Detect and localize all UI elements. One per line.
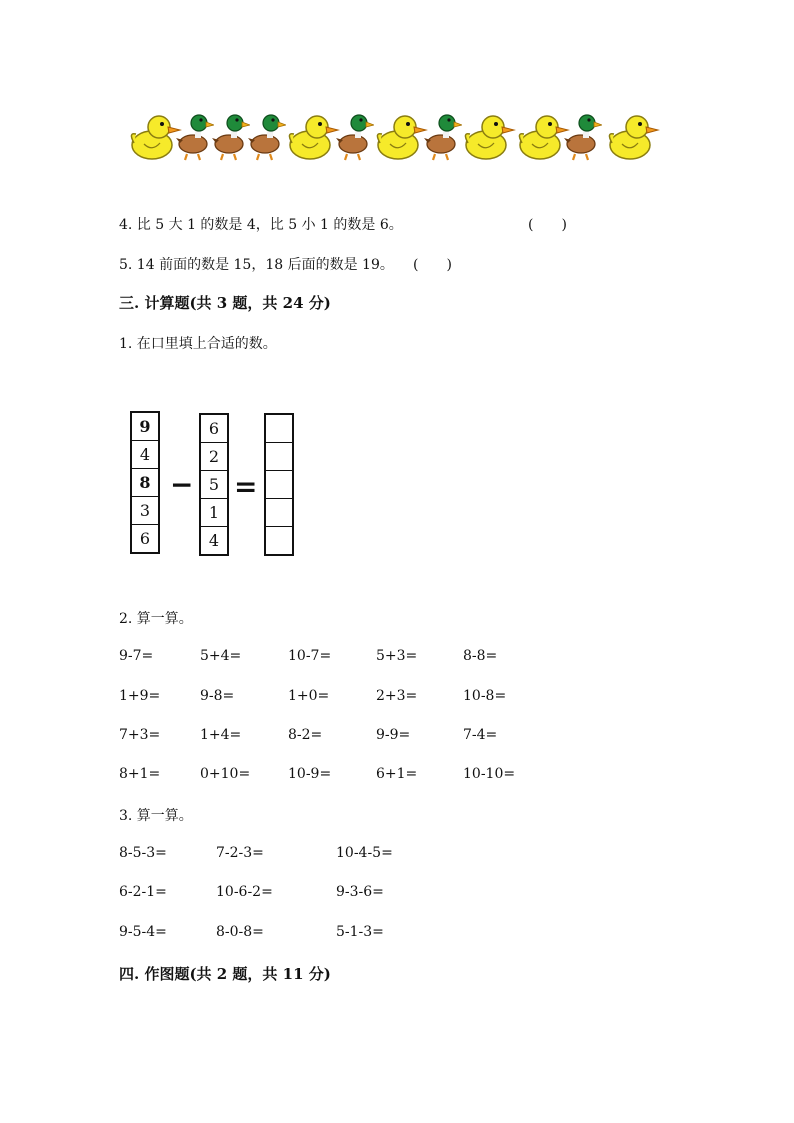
equals-sign: = (234, 470, 258, 503)
arithmetic-problem: 9-3-6= (336, 884, 384, 900)
arithmetic-problem: 9-9= (376, 727, 411, 743)
q1-prompt: 1. 在口里填上合适的数。 (119, 336, 277, 352)
arithmetic-problem: 10-8= (463, 688, 507, 704)
q2-prompt: 2. 算一算。 (119, 611, 193, 627)
duck-row-illustration (128, 108, 658, 164)
arithmetic-problem: 5+3= (376, 648, 418, 664)
section-3-title: 三. 计算题(共 3 题，共 24 分) (119, 294, 331, 312)
minuend-digit-cell: 4 (132, 441, 158, 469)
arithmetic-problem: 9-7= (119, 648, 154, 664)
arithmetic-problem: 2+3= (376, 688, 418, 704)
arithmetic-problem: 7-2-3= (216, 845, 264, 861)
question-5-text: 5. 14 前面的数是 15，18 后面的数是 19。 (119, 257, 394, 273)
subtrahend-digit-cell: 1 (201, 499, 227, 527)
result-column (264, 413, 294, 556)
section-4-title: 四. 作图题(共 2 题，共 11 分) (119, 965, 331, 983)
minuend-digit-cell: 8 (132, 469, 158, 497)
arithmetic-problem: 10-6-2= (216, 884, 273, 900)
subtrahend-digit-cell: 5 (201, 471, 227, 499)
arithmetic-problem: 8-0-8= (216, 924, 264, 940)
answer-box[interactable] (266, 527, 292, 554)
answer-box[interactable] (266, 471, 292, 499)
subtrahend-digit-cell: 4 (208, 531, 220, 550)
arithmetic-problem: 1+4= (200, 727, 242, 743)
arithmetic-problem: 9-5-4= (119, 924, 167, 940)
arithmetic-problem: 7+3= (119, 727, 161, 743)
question-4-text: 4. 比 5 大 1 的数是 4，比 5 小 1 的数是 6。 (119, 217, 403, 233)
answer-box[interactable] (266, 443, 292, 471)
q3-prompt: 3. 算一算。 (119, 808, 193, 824)
minuend-column (130, 411, 160, 554)
arithmetic-problem: 10-10= (463, 766, 516, 782)
minuend-digit-cell: 3 (132, 497, 158, 525)
arithmetic-problem: 7-4= (463, 727, 498, 743)
arithmetic-problem: 8-5-3= (119, 845, 167, 861)
minuend-digit-cell: 6 (139, 529, 151, 548)
answer-box[interactable] (266, 499, 292, 527)
arithmetic-problem: 0+10= (200, 766, 251, 782)
arithmetic-problem: 8-8= (463, 648, 498, 664)
arithmetic-problem: 8+1= (119, 766, 161, 782)
subtrahend-column (199, 413, 229, 556)
minus-sign: − (170, 468, 194, 501)
arithmetic-problem: 1+9= (119, 688, 161, 704)
arithmetic-problem: 10-7= (288, 648, 332, 664)
subtrahend-digit-cell: 2 (201, 443, 227, 471)
minuend-digit-cell: 9 (132, 413, 158, 441)
subtrahend-digit-cell: 6 (201, 415, 227, 443)
answer-box[interactable] (266, 415, 292, 443)
arithmetic-problem: 6-2-1= (119, 884, 167, 900)
arithmetic-problem: 10-9= (288, 766, 332, 782)
arithmetic-problem: 5-1-3= (336, 924, 384, 940)
arithmetic-problem: 5+4= (200, 648, 242, 664)
arithmetic-problem: 10-4-5= (336, 845, 393, 861)
arithmetic-problem: 8-2= (288, 727, 323, 743)
question-4-answer-paren[interactable]: ( ) (528, 217, 567, 233)
question-5-answer-paren[interactable]: ( ) (413, 257, 452, 273)
arithmetic-problem: 6+1= (376, 766, 418, 782)
arithmetic-problem: 9-8= (200, 688, 235, 704)
arithmetic-problem: 1+0= (288, 688, 330, 704)
